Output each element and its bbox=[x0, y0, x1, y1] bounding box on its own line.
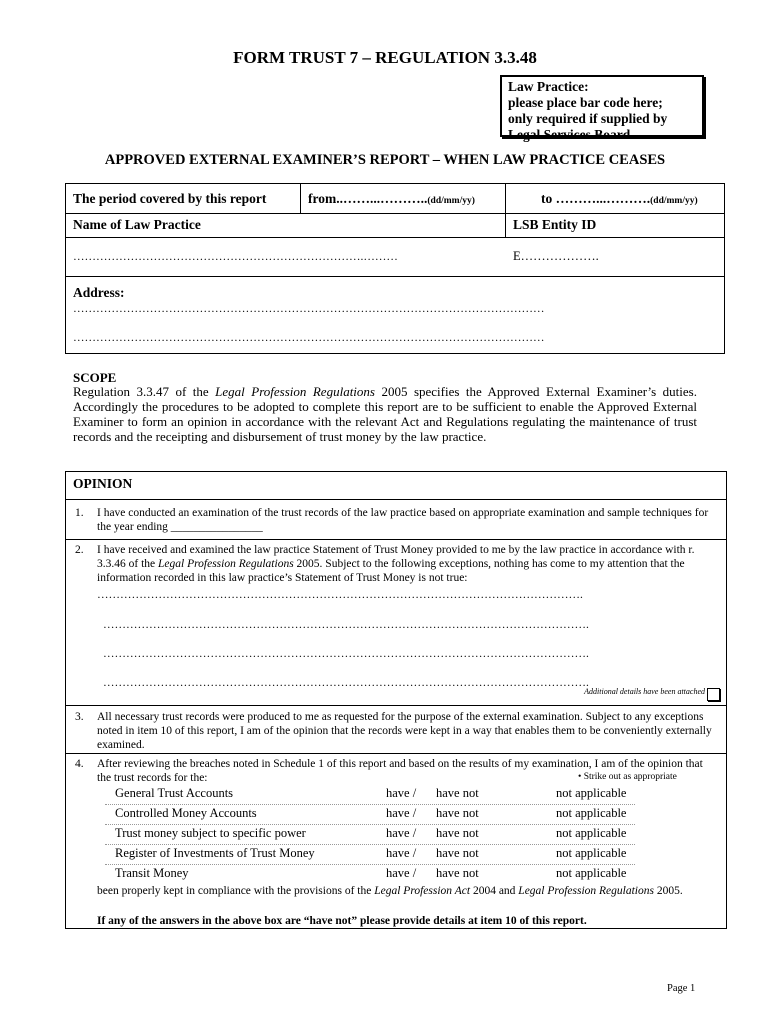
scope-text bbox=[73, 384, 697, 444]
item2-number: 2. bbox=[75, 544, 84, 556]
table-row bbox=[100, 844, 635, 864]
scope-text-part: Regulation 3.3.47 of the bbox=[73, 384, 216, 399]
compliance-act: Legal Profession Act bbox=[374, 885, 471, 897]
exception-field-1[interactable]: ………………………………………………………………………………………………………………. bbox=[97, 589, 583, 601]
compliance-part: 2004 and bbox=[470, 885, 519, 897]
not-applicable-option[interactable]: not applicable bbox=[556, 866, 627, 880]
item2-text-part: 2005. Subject to the following exceptions, nothing has come to my attention that the information recorded in this law practice’s Statement of Trust Money is not true: bbox=[97, 558, 685, 584]
have-not-option[interactable]: have not bbox=[436, 806, 479, 820]
lsb-label: LSB Entity ID bbox=[513, 217, 597, 232]
barcode-box bbox=[500, 75, 704, 142]
item1-number: 1. bbox=[75, 507, 84, 519]
record-name: Register of Investments of Trust Money bbox=[115, 846, 315, 860]
from-format: (dd/mm/yy) bbox=[427, 196, 475, 206]
final-note: If any of the answers in the above box are “have not” please provide details at item 10 of this report. bbox=[97, 915, 587, 927]
name-label: Name of Law Practice bbox=[73, 217, 201, 232]
compliance-text bbox=[97, 884, 697, 898]
have-option[interactable]: have / bbox=[386, 826, 417, 840]
strike-note: • Strike out as appropriate bbox=[578, 772, 677, 782]
have-not-option[interactable]: have not bbox=[436, 846, 479, 860]
address-field-2[interactable]: …………………………………………………………………………………………………………… bbox=[73, 332, 545, 344]
item4-text: After reviewing the breaches noted in Schedule 1 of this report and based on the results of my examination, I am of the opinion that the trust records for the: bbox=[97, 758, 703, 784]
item3-text: All necessary trust records were produced to me as requested for the purpose of the external examination. Subject to any exceptions noted in item 10 of this report, I am of the opinion that the records were kept in a way that enables them to be conveniently externally examined. bbox=[97, 711, 712, 751]
record-name: Transit Money bbox=[115, 866, 189, 880]
table-row bbox=[100, 864, 635, 884]
item2-text-italic: Legal Profession Regulations bbox=[158, 558, 294, 570]
to-label: to ………...………. bbox=[541, 191, 651, 206]
name-field[interactable]: ………………………………………………………………….……… bbox=[73, 251, 398, 263]
barcode-line: only required if supplied by bbox=[508, 111, 668, 126]
not-applicable-option[interactable]: not applicable bbox=[556, 846, 627, 860]
table-row bbox=[100, 804, 635, 824]
have-not-option[interactable]: have not bbox=[436, 866, 479, 880]
additional-details-checkbox[interactable] bbox=[707, 688, 720, 701]
exception-field-2[interactable]: ………………………………………………………………………………………………………………. bbox=[103, 619, 589, 631]
compliance-part: been properly kept in compliance with the provisions of the bbox=[97, 885, 375, 897]
barcode-line: Law Practice: bbox=[508, 79, 589, 94]
table-row bbox=[100, 784, 635, 804]
compliance-regs: Legal Profession Regulations bbox=[518, 885, 654, 897]
barcode-line: Legal Services Board bbox=[508, 127, 631, 142]
period-label: The period covered by this report bbox=[73, 191, 267, 206]
not-applicable-option[interactable]: not applicable bbox=[556, 786, 627, 800]
record-name: Controlled Money Accounts bbox=[115, 806, 257, 820]
table-row bbox=[100, 824, 635, 844]
records-table bbox=[100, 784, 635, 884]
lsb-field[interactable]: E………………. bbox=[513, 249, 599, 263]
exception-field-4[interactable]: ………………………………………………………………………………………………………………. bbox=[103, 677, 589, 689]
scope-text-part: 2005 specifies the Approved External Examiner’s duties. Accordingly the procedures to be adopted to complete this report are to be sufficient to enable the Approved External Examiner to form an opinion in accordance with the relevant Act and Regulations regulating the maintenance of trust records and the receipting and disbursement of trust money by the law practice. bbox=[73, 384, 697, 444]
have-option[interactable]: have / bbox=[386, 866, 417, 880]
have-option[interactable]: have / bbox=[386, 846, 417, 860]
from-date-field[interactable] bbox=[308, 191, 475, 207]
details-box bbox=[65, 183, 725, 354]
record-name: Trust money subject to specific power bbox=[115, 826, 306, 840]
additional-details-label: Additional details have been attached bbox=[584, 687, 705, 696]
scope-text-italic: Legal Profession Regulations bbox=[215, 384, 375, 399]
record-name: General Trust Accounts bbox=[115, 786, 234, 800]
compliance-part: 2005. bbox=[653, 885, 683, 897]
page-number: Page 1 bbox=[667, 983, 696, 994]
item2-text bbox=[97, 543, 717, 585]
opinion-heading: OPINION bbox=[73, 476, 133, 491]
not-applicable-option[interactable]: not applicable bbox=[556, 826, 627, 840]
address-field-1[interactable]: …………………………………………………………………………………………………………… bbox=[73, 303, 545, 315]
barcode-line: please place bar code here; bbox=[508, 95, 663, 110]
not-applicable-option[interactable]: not applicable bbox=[556, 806, 627, 820]
have-option[interactable]: have / bbox=[386, 786, 417, 800]
have-not-option[interactable]: have not bbox=[436, 826, 479, 840]
item3-number: 3. bbox=[75, 711, 84, 723]
item2-text-part: I have received and examined the law practice Statement of Trust Money provided to me by the law practice in accordance with r. 3.3.46 of the bbox=[97, 544, 695, 570]
have-not-option[interactable]: have not bbox=[436, 786, 479, 800]
form-title: FORM TRUST 7 – REGULATION 3.3.48 bbox=[233, 48, 537, 67]
address-label: Address: bbox=[73, 285, 125, 300]
item1-text: I have conducted an examination of the trust records of the law practice based on appropriate examination and sample techniques for the year ending ________________ bbox=[97, 507, 709, 533]
to-format: (dd/mm/yy) bbox=[650, 196, 698, 206]
item4-number: 4. bbox=[75, 758, 84, 770]
exception-field-3[interactable]: ………………………………………………………………………………………………………………. bbox=[103, 648, 589, 660]
have-option[interactable]: have / bbox=[386, 806, 417, 820]
from-label: from..……...……….. bbox=[308, 191, 428, 206]
scope-heading: SCOPE bbox=[73, 370, 117, 385]
report-subtitle: APPROVED EXTERNAL EXAMINER’S REPORT – WHEN LAW PRACTICE CEASES bbox=[104, 152, 666, 168]
to-date-field[interactable] bbox=[541, 191, 698, 207]
